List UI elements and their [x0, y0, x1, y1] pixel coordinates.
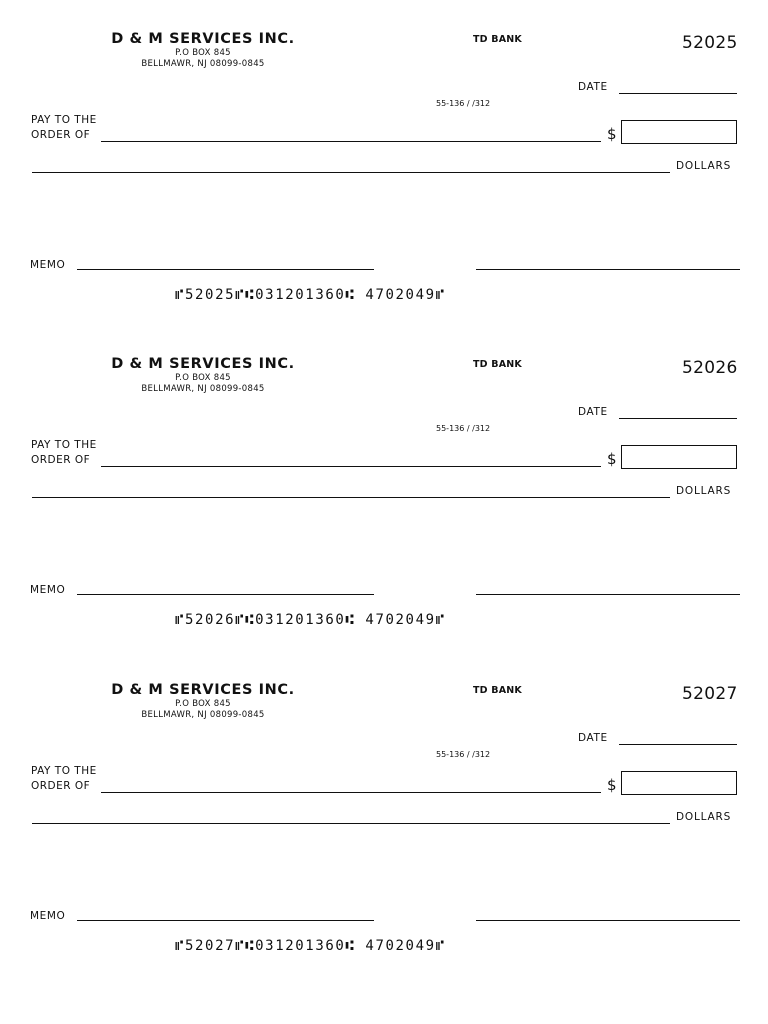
company-address-line1: P.O BOX 845 [175, 373, 231, 383]
date-label: DATE [578, 406, 608, 418]
memo-label: MEMO [30, 584, 66, 596]
company-block [92, 30, 314, 70]
date-field[interactable] [619, 93, 737, 94]
dollars-label: DOLLARS [676, 160, 732, 172]
amount-words-field[interactable] [32, 823, 670, 824]
amount-field[interactable] [621, 771, 737, 795]
date-field[interactable] [619, 744, 737, 745]
amount-words-field[interactable] [32, 172, 670, 173]
check-1 [0, 0, 768, 325]
company-block [92, 681, 314, 721]
pay-to-label-line1: PAY TO THE [31, 765, 97, 777]
bank-name: TD BANK [473, 685, 522, 696]
date-label: DATE [578, 81, 608, 93]
pay-to-label [31, 113, 97, 143]
pay-to-label-line1: PAY TO THE [31, 114, 97, 126]
company-address-line2: BELLMAWR, NJ 08099-0845 [141, 59, 265, 69]
routing-fraction: 55-136 / /312 [436, 424, 491, 433]
company-name: D & M SERVICES INC. [111, 356, 295, 372]
check-2 [0, 325, 768, 650]
bank-name: TD BANK [473, 359, 522, 370]
check-number: 52026 [682, 358, 738, 378]
dollar-sign: $ [607, 776, 617, 794]
micr-line: ⑈52025⑈⑆031201360⑆ 4702049⑈ [175, 287, 446, 303]
memo-label: MEMO [30, 910, 66, 922]
memo-field[interactable] [77, 594, 374, 595]
micr-line: ⑈52027⑈⑆031201360⑆ 4702049⑈ [175, 938, 446, 954]
company-address-line1: P.O BOX 845 [175, 699, 231, 709]
payee-field[interactable] [101, 141, 601, 142]
pay-to-label-line2: ORDER OF [31, 780, 91, 792]
memo-field[interactable] [77, 269, 374, 270]
memo-field[interactable] [77, 920, 374, 921]
routing-fraction: 55-136 / /312 [436, 750, 491, 759]
company-block [92, 355, 314, 395]
company-name: D & M SERVICES INC. [111, 31, 295, 47]
dollar-sign: $ [607, 450, 617, 468]
bank-name: TD BANK [473, 34, 522, 45]
check-number: 52027 [682, 684, 738, 704]
company-name: D & M SERVICES INC. [111, 682, 295, 698]
micr-line: ⑈52026⑈⑆031201360⑆ 4702049⑈ [175, 612, 446, 628]
pay-to-label [31, 764, 97, 794]
company-address-line2: BELLMAWR, NJ 08099-0845 [141, 710, 265, 720]
amount-field[interactable] [621, 120, 737, 144]
pay-to-label-line2: ORDER OF [31, 454, 91, 466]
check-number: 52025 [682, 33, 738, 53]
dollar-sign: $ [607, 125, 617, 143]
dollars-label: DOLLARS [676, 485, 732, 497]
pay-to-label-line1: PAY TO THE [31, 439, 97, 451]
pay-to-label-line2: ORDER OF [31, 129, 91, 141]
signature-field[interactable] [476, 920, 740, 921]
payee-field[interactable] [101, 792, 601, 793]
amount-field[interactable] [621, 445, 737, 469]
check-3 [0, 651, 768, 976]
routing-fraction: 55-136 / /312 [436, 99, 491, 108]
payee-field[interactable] [101, 466, 601, 467]
company-address-line1: P.O BOX 845 [175, 48, 231, 58]
dollars-label: DOLLARS [676, 811, 732, 823]
date-label: DATE [578, 732, 608, 744]
amount-words-field[interactable] [32, 497, 670, 498]
memo-label: MEMO [30, 259, 66, 271]
date-field[interactable] [619, 418, 737, 419]
signature-field[interactable] [476, 594, 740, 595]
company-address-line2: BELLMAWR, NJ 08099-0845 [141, 384, 265, 394]
pay-to-label [31, 438, 97, 468]
signature-field[interactable] [476, 269, 740, 270]
